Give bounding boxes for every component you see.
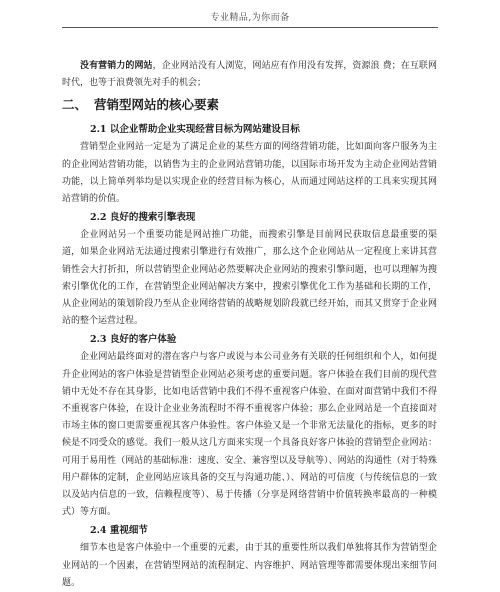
subsection-heading: 2.1 以企业帮助企业实现经营目标为网站建设目标 [90,124,300,136]
intro-lead: 没有营销力的网站 [80,61,153,71]
subsection-paragraph: 细节本也是客户体验中一个重要的元素，由于其的重要性所以我们单独将其作为营销型企业网站的一个因素，在营销型网站的流程制定、内容维护、网站管理等都需要体现出来细节问题。 [62,543,437,588]
subsection-heading: 2.3 良好的客户体验 [90,334,177,346]
section-number: 二、 [62,97,88,113]
subsection-paragraph: 企业网站另一个重要功能是网站推广功能，而搜索引擎是目前网民获取信息最重要的渠道，如果企业网站无法通过搜索引擎进行有效推广，那么这个企业网站从一定程度上来讲其营销性会大打折扣，所以营销型企业网站必然要解决企业网站的搜索引擎问题，也可以理解为搜索引擎优化的工作，在营销型企业网站解决方案中，搜索引擎优化工作为基础和长期的工作，从企业网站的策划阶段乃至从企业网络营销的战略规划阶段就已经开始，而其又贯穿于企业网站的整个运营过程。 [62,230,437,327]
section-title: 营销型网站的核心要素 [94,97,220,113]
subsection-paragraph: 企业网站最终面对的潜在客户与客户或说与本公司业务有关联的任何组织和个人，如何提升企业网站的客户体验是营销型企业网站必须考虑的重要问题。客户体验在我们目前的现代营销中无处不存在其身影，比如电话营销中我们不得不重视客户体验、在面对面营销中我们不得不重视客户体验，在设计企业业务流程时不得不重视客户体验；那么企业网站是一个直接面对市场主体的窗口更需要重视其客户体验性。客户体验又是一个非常无法量化的指标，更多的时候是不同受众的感觉。我们一般从这几方面来实现一个具备良好客户体验的营销型企业网站：可用于易用性（网站的基础标准：速度、安全、兼容型以及导航等）、网站的沟通性（对于特殊用户群体的定制，企业网站应该具备的交互与沟通功能、）、网站的可信度（与传统信息的一致以及站内信息的一致，信赖程度等）、易于传播（分享是网络营销中价值转换率最高的一种模式）等方面。 [62,352,437,518]
subsection-heading: 2.2 良好的搜索引擎表现 [90,212,196,224]
subsection-heading: 2.4 重视细节 [90,525,148,537]
subsection-paragraph: 营销型企业网站一定是为了满足企业的某些方面的网络营销功能，比如面向客户服务为主的企业网站营销功能，以销售为主的企业网站营销功能，以国际市场开发为主动企业网站营销功能，以上简单列举均是以实现企业的经营目标为核心，从而通过网站这样的工具来实现其网站营销的价值。 [62,142,437,205]
section-heading [62,95,437,115]
header-divider [62,27,438,28]
page-header: 专业精品,为你而备 [210,13,290,23]
document-body [62,58,437,592]
intro-text: ，企业网站没有人浏览，网站应有作用没有发挥，资源浪 费；在互联网时代，也等于浪费领先对手的机会； [62,61,437,89]
intro-paragraph [62,58,437,92]
